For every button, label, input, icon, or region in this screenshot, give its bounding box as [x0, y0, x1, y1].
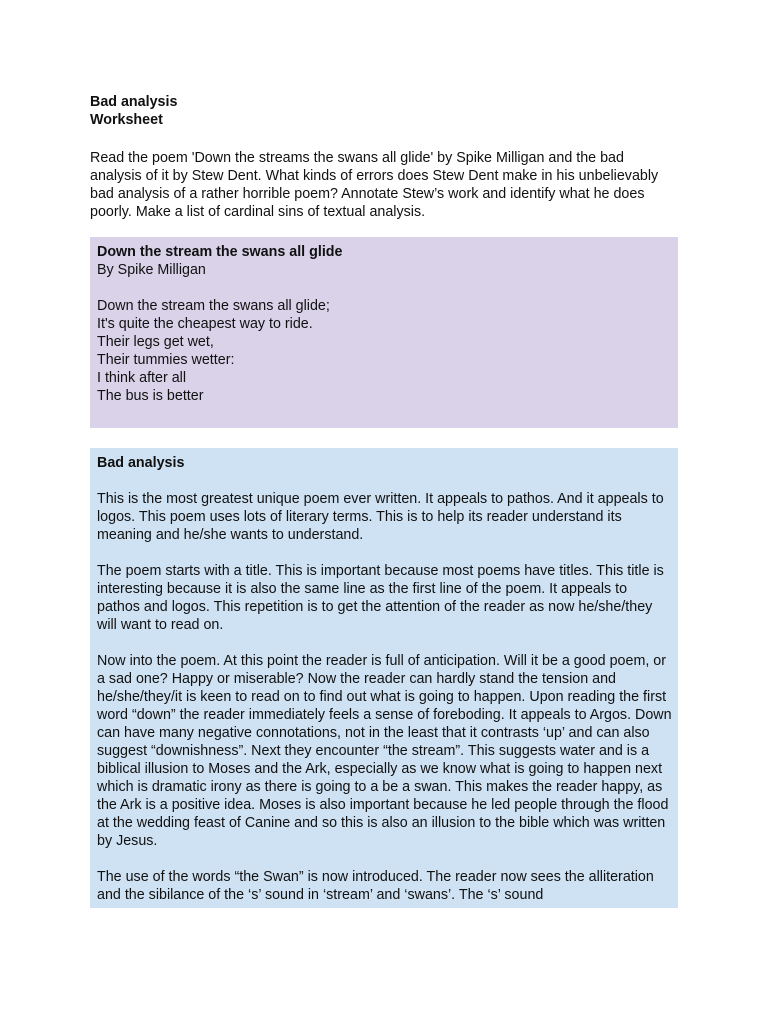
poem-title: Down the stream the swans all glide: [97, 244, 343, 260]
analysis-paragraph: Now into the poem. At this point the reader is full of anticipation. Will it be a good poem, or a sad one? Happy or miserable? Now the reader can hardly stand the tension and he/she/they/it is keen to read on to find out what is going to happen. Upon reading the first word “down” the reader immediately feels a sense of foreboding. It appeals to Argos. Down can have many negative connotations, not in the least that it contrasts ‘up’ and can also suggest “downishness”. Next they encounter “the stream”. This suggests water and is a biblical illusion to Moses and the Ark, especially as we know what is going to happen next which is dramatic irony as there is going to a be a swan. This makes the reader happy, as the Ark is a positive idea. Moses is also important because he led people through the flood at the wedding feast of Canine and so this is also an illusion to the bible which was written by Jesus.: [97, 653, 672, 849]
analysis-paragraph: The use of the words “the Swan” is now introduced. The reader now sees the alliteration and the sibilance of the ‘s’ sound in ‘stream’ and ‘swans’. The ‘s’ sound: [97, 869, 654, 903]
analysis-box: [90, 448, 678, 908]
poem-line: The bus is better: [97, 388, 204, 404]
poem-line: I think after all: [97, 370, 186, 386]
instructions-paragraph: Read the poem 'Down the streams the swans all glide' by Spike Milligan and the bad analysis of it by Stew Dent. What kinds of errors does Stew Dent make in his unbelievably bad analysis of a rather horrible poem? Annotate Stew’s work and identify what he does poorly. Make a list of cardinal sins of textual analysis.: [90, 150, 659, 220]
poem-line: It's quite the cheapest way to ride.: [97, 316, 313, 332]
poem-line: Their tummies wetter:: [97, 352, 235, 368]
document-title: Bad analysis: [90, 94, 178, 110]
analysis-paragraph: This is the most greatest unique poem ever written. It appeals to pathos. And it appeals to logos. This poem uses lots of literary terms. This is to help its reader understand its meaning and he/she wants to understand.: [97, 491, 664, 543]
poem-line: Their legs get wet,: [97, 334, 214, 350]
poem-author: By Spike Milligan: [97, 262, 206, 278]
poem-box: [90, 237, 678, 428]
document-page: [90, 93, 678, 908]
analysis-title: Bad analysis: [97, 455, 185, 471]
document-subtitle: Worksheet: [90, 112, 163, 128]
poem-line: Down the stream the swans all glide;: [97, 298, 330, 314]
analysis-paragraph: The poem starts with a title. This is important because most poems have titles. This title is interesting because it is also the same line as the first line of the poem. It appeals to pathos and logos. This repetition is to get the attention of the reader as now he/she/they will want to read on.: [97, 563, 664, 633]
